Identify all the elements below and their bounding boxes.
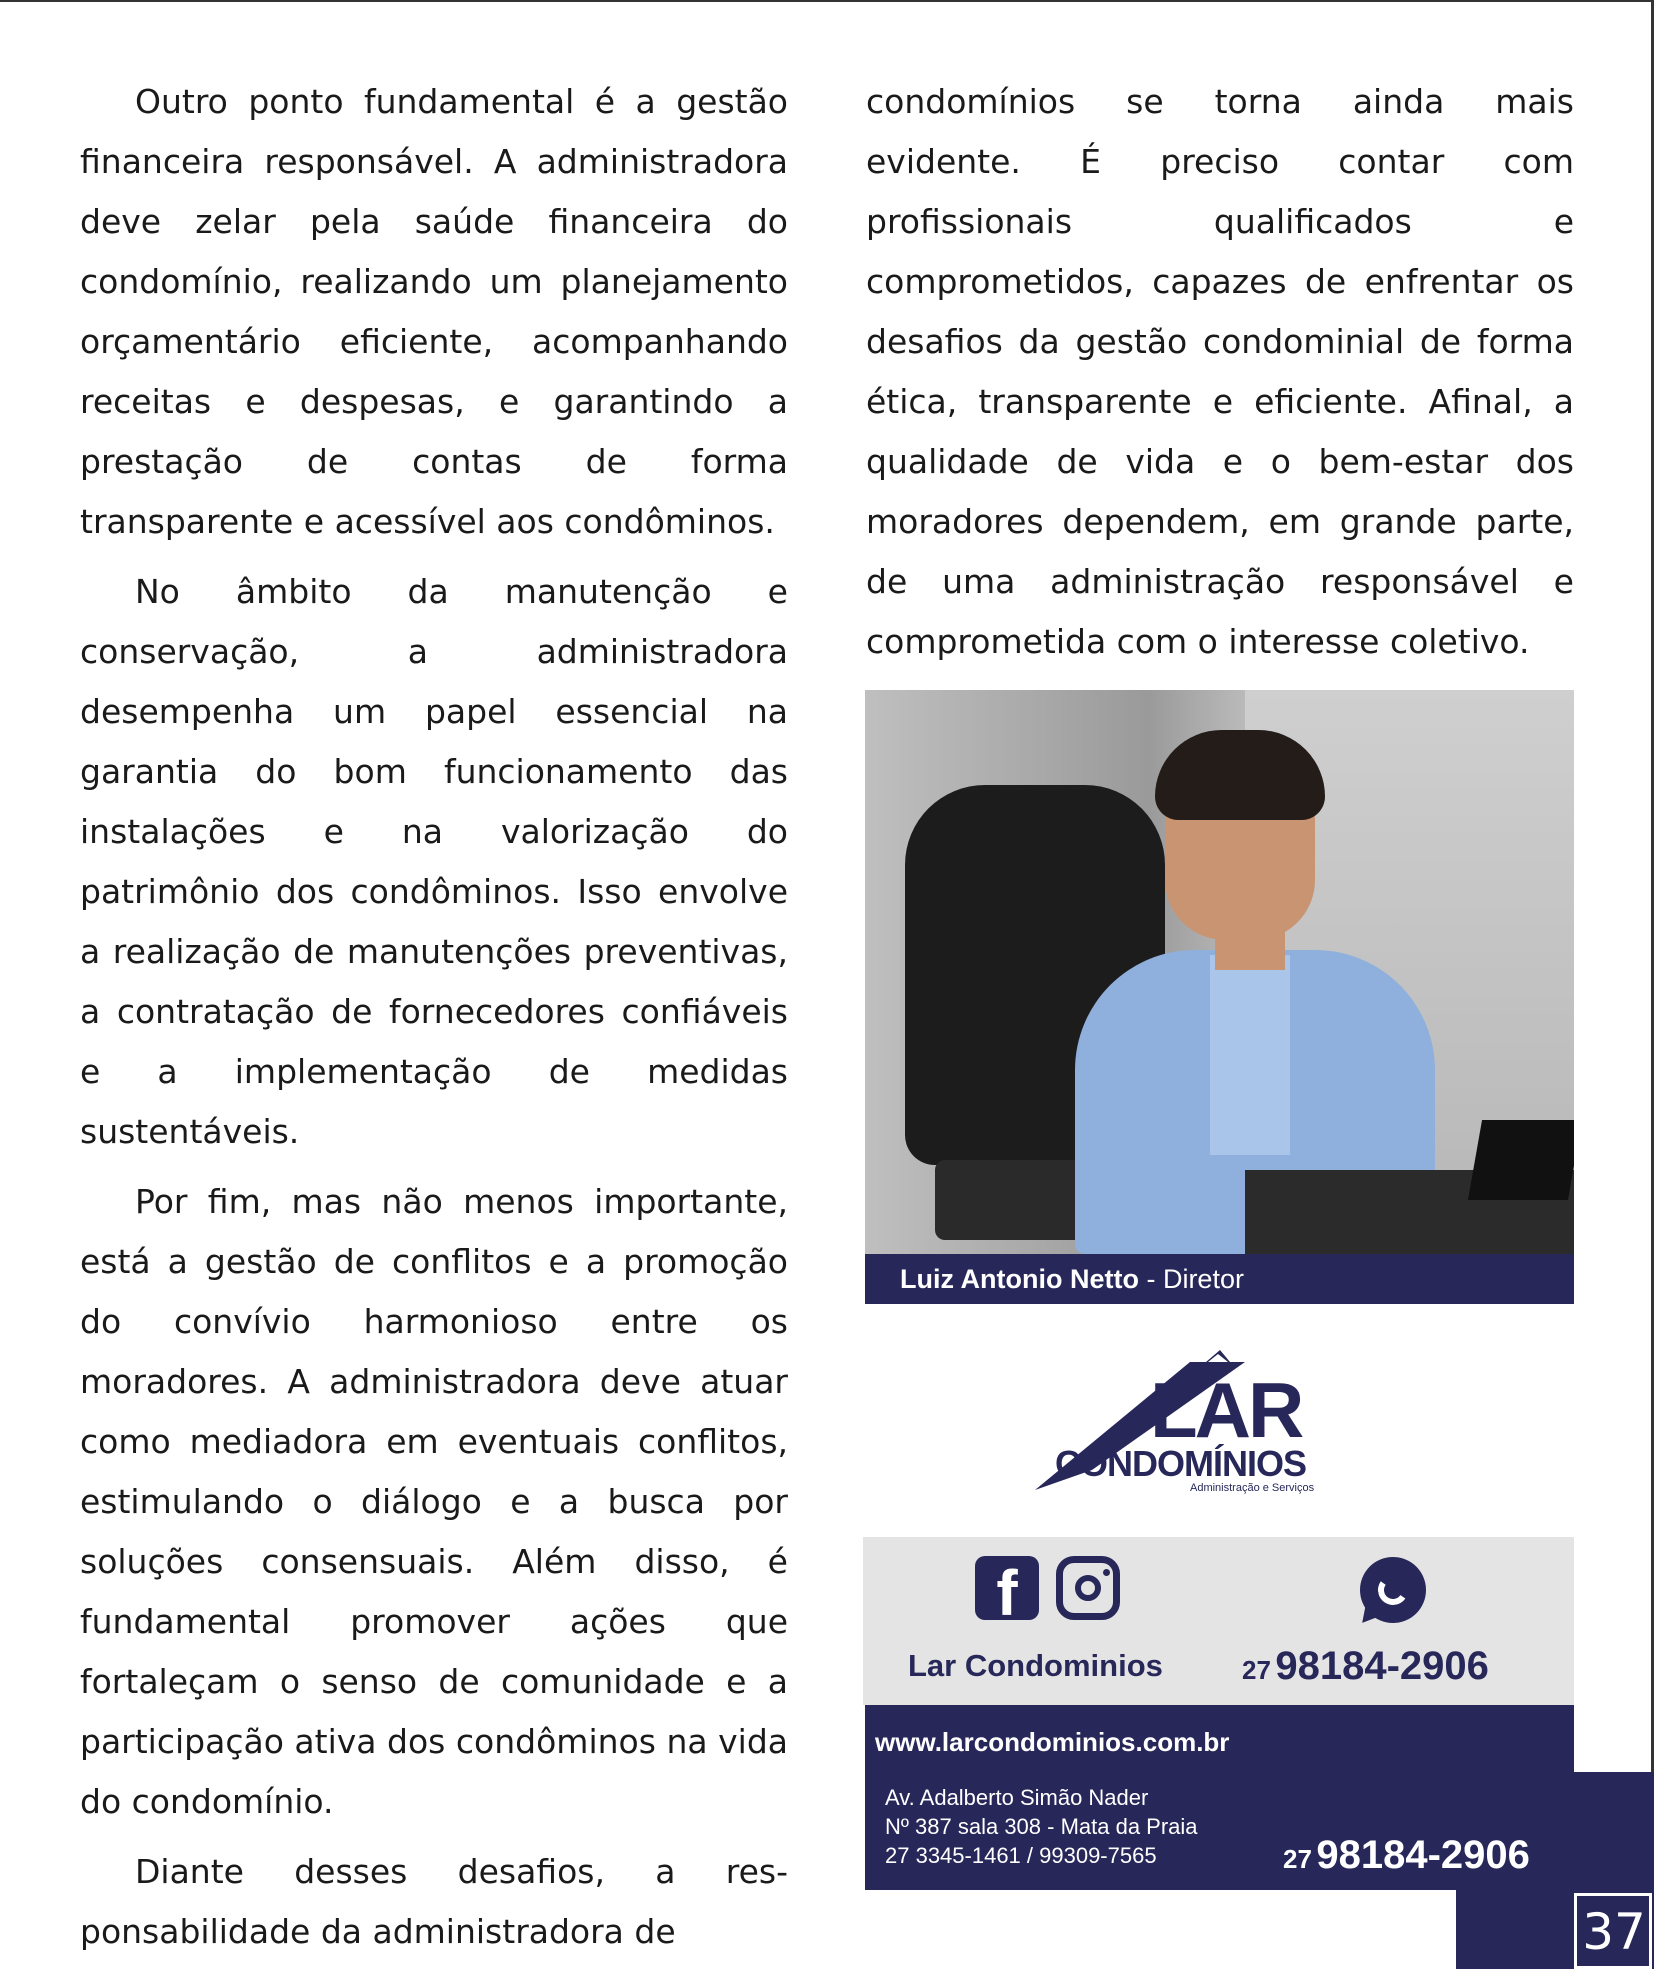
address-block [885, 1783, 1198, 1870]
logo-main-text: LAR [1150, 1366, 1302, 1454]
logo-secondary-text: CONDOMÍNIOS [1055, 1443, 1307, 1484]
facebook-icon[interactable]: f [975, 1556, 1039, 1620]
whatsapp-icon[interactable] [1360, 1557, 1426, 1623]
whatsapp-phone-glyph [1376, 1573, 1411, 1608]
article-left-column [80, 72, 788, 1962]
hair [1155, 730, 1325, 820]
article-right-column [866, 72, 1574, 672]
address-line-3: 27 3345-1461 / 99309-7565 [885, 1843, 1157, 1868]
paragraph-financial: Outro ponto fundamental é a gestão financeira responsável. A administradora deve zelar pela saúde financeira do condomínio, realizando um planejamento orçamentário eficiente, acompanhando receitas e despesas, e garantindo a prestação de contas de forma transparente e acessível aos condôminos. [80, 82, 788, 541]
whatsapp-ddd: 27 [1242, 1655, 1271, 1685]
laptop [1468, 1120, 1574, 1200]
logo-tagline: Administração e Serviços [1190, 1482, 1315, 1494]
paragraph-challenges: Diante desses desafios, a res-ponsabilidade da administradora de [80, 1852, 788, 1951]
paragraph-conflicts: Por fim, mas não menos importante, está a gestão de conflitos e a promoção do convívio harmonioso entre os moradores. A administradora deve atuar como mediadora em eventuais conflitos, estimulando o diálogo e a busca por soluções consensuais. Além disso, é fundamental promover ações que fortaleçam o senso de comunidade e a participação ativa dos condôminos na vida do condomínio. [80, 1182, 788, 1821]
page-number: 37 [1582, 1903, 1646, 1961]
footer-band-right [1574, 1772, 1654, 1890]
paragraph-conclusion: condomínios se torna ainda mais evidente. É preciso contar com profissionais qualificados e comprometidos, capazes de enfrentar os desafios da gestão condominial de forma ética, transparente e eficiente. Afinal, a qualidade de vida e o bem-estar dos moradores dependem, em grande parte, de uma administração responsável e comprometida com o interesse coletivo. [866, 82, 1574, 661]
social-handle[interactable]: Lar Condominios [908, 1648, 1163, 1683]
paragraph-maintenance: No âmbito da manutenção e conservação, a administradora desempenha um papel essencial na garantia do bom funcionamento das instalações e na valorização do patrimônio dos condôminos. Isso envolve a realização de manutenções preventivas, a contratação de fornecedores confiáveis e a implementação de medidas sustentáveis. [80, 572, 788, 1151]
instagram-lens [1075, 1575, 1101, 1601]
photo-caption [865, 1254, 1574, 1304]
footer-ddd: 27 [1283, 1844, 1312, 1874]
shirt [1210, 955, 1290, 1155]
director-photo [865, 690, 1574, 1254]
whatsapp-number: 98184-2906 [1275, 1644, 1489, 1688]
footer-phone[interactable] [1283, 1833, 1530, 1878]
instagram-dot [1103, 1569, 1110, 1576]
footer-number: 98184-2906 [1316, 1833, 1530, 1877]
caption-name: Luiz Antonio Netto [900, 1264, 1139, 1294]
address-line-2: Nº 387 sala 308 - Mata da Praia [885, 1814, 1198, 1839]
website-link[interactable]: www.larcondominios.com.br [875, 1727, 1230, 1757]
whatsapp-phone[interactable] [1242, 1644, 1489, 1689]
caption-role: - Diretor [1138, 1264, 1244, 1294]
address-line-1: Av. Adalberto Simão Nader [885, 1785, 1149, 1810]
page-frame-top [0, 0, 1654, 2]
instagram-icon[interactable] [1056, 1556, 1120, 1620]
